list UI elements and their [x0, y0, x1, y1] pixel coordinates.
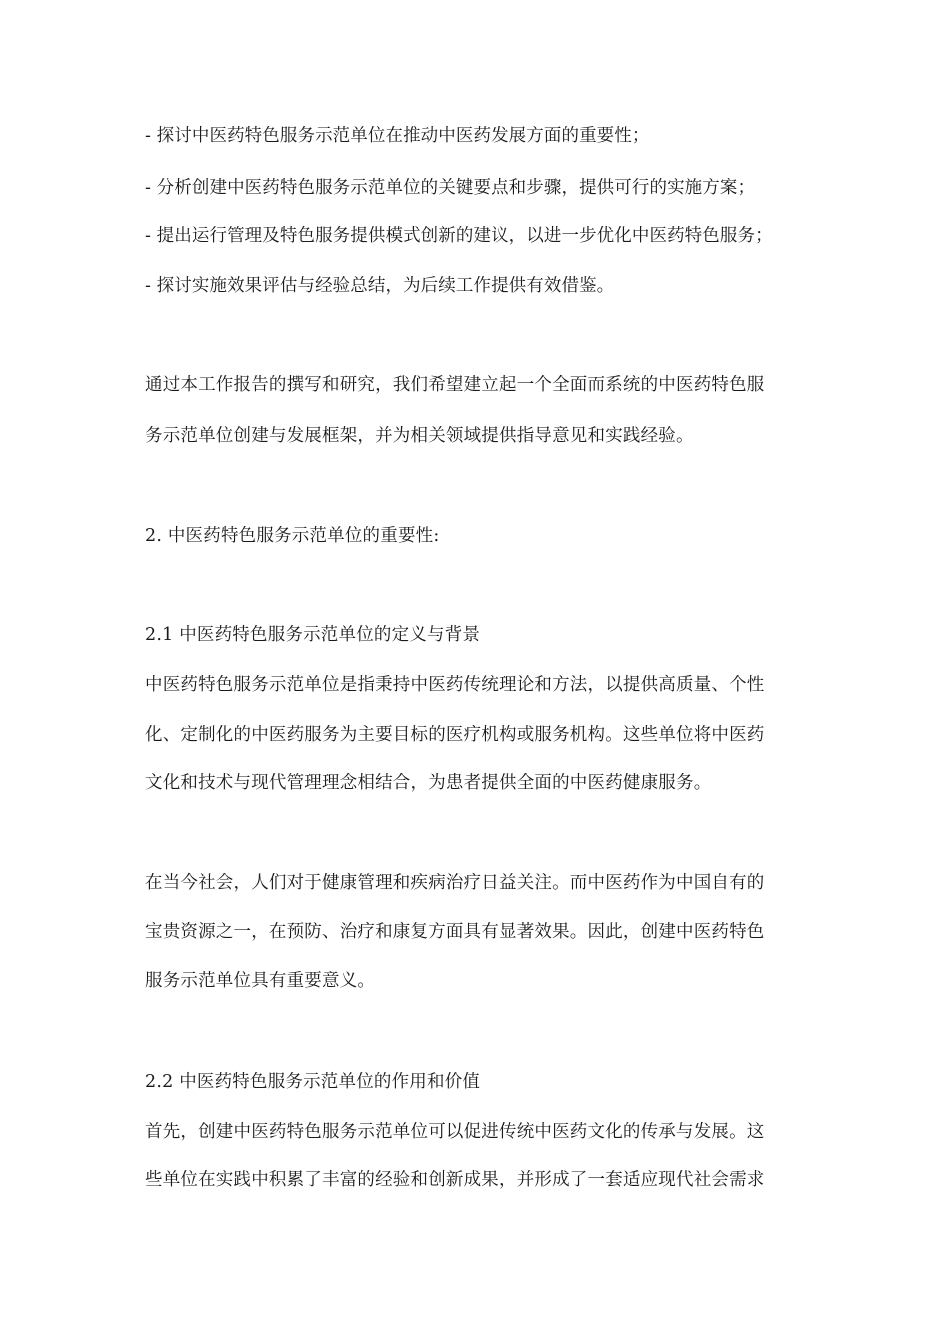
paragraph-line: 宝贵资源之一，在预防、治疗和康复方面具有显著效果。因此，创建中医药特色 [145, 922, 765, 942]
paragraph-line: 文化和技术与现代管理理念相结合，为患者提供全面的中医药健康服务。 [145, 773, 712, 793]
paragraph-line: 在当今社会，人们对于健康管理和疾病治疗日益关注。而中医药作为中国自有的 [145, 873, 765, 893]
intro-paragraph-line: 务示范单位创建与发展框架，并为相关领域提供指导意见和实践经验。 [145, 426, 694, 446]
section-heading: 2. 中医药特色服务示范单位的重要性: [145, 526, 440, 546]
intro-paragraph-line: 通过本工作报告的撰写和研究，我们希望建立起一个全面而系统的中医药特色服 [145, 375, 765, 395]
subsection-heading: 2.1 中医药特色服务示范单位的定义与背景 [145, 625, 481, 645]
bullet-item: - 提出运行管理及特色服务提供模式创新的建议，以进一步优化中医药特色服务； [145, 226, 773, 246]
paragraph-line: 服务示范单位具有重要意义。 [145, 971, 376, 991]
bullet-item: - 分析创建中医药特色服务示范单位的关键要点和步骤，提供可行的实施方案； [145, 178, 756, 198]
bullet-item: - 探讨实施效果评估与经验总结，为后续工作提供有效借鉴。 [145, 276, 615, 296]
paragraph-line: 中医药特色服务示范单位是指秉持中医药传统理论和方法，以提供高质量、个性 [145, 675, 765, 695]
paragraph-line: 化、定制化的中医药服务为主要目标的医疗机构或服务机构。这些单位将中医药 [145, 725, 765, 745]
bullet-item: - 探讨中医药特色服务示范单位在推动中医药发展方面的重要性； [145, 126, 650, 146]
paragraph-line: 些单位在实践中积累了丰富的经验和创新成果，并形成了一套适应现代社会需求 [145, 1170, 765, 1190]
subsection-heading: 2.2 中医药特色服务示范单位的作用和价值 [145, 1072, 481, 1092]
paragraph-line: 首先，创建中医药特色服务示范单位可以促进传统中医药文化的传承与发展。这 [145, 1122, 765, 1142]
